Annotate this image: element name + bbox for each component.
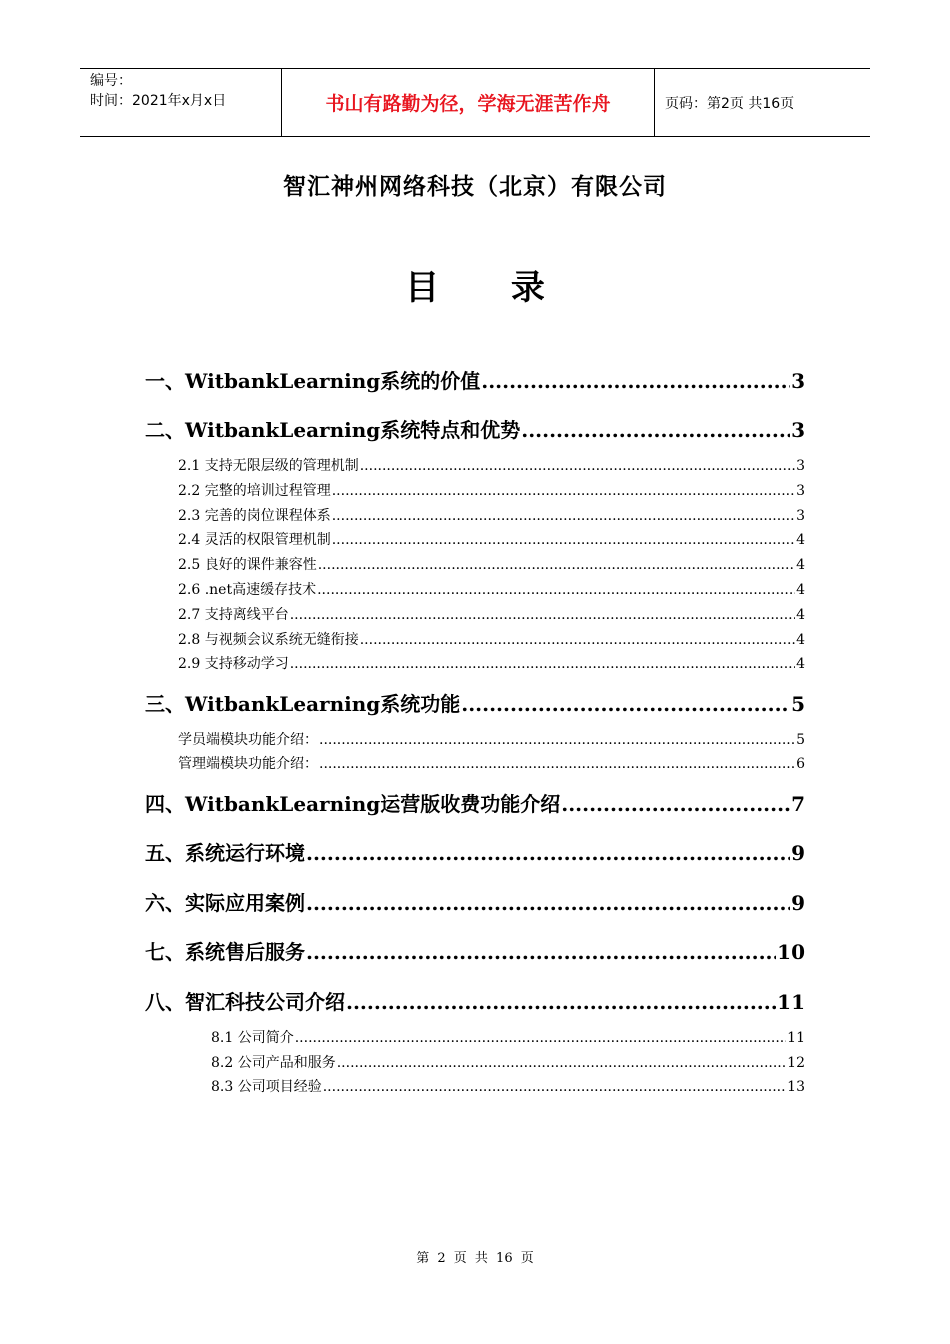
toc-entry[interactable]: 五、系统运行环境 ..... 9: [145, 837, 805, 865]
toc-entry[interactable]: 2.3 完善的岗位课程体系 ..... 3: [178, 505, 805, 525]
header-number: 编号：: [90, 73, 132, 89]
header-motto: 书山有路勤为径，学海无涯苦作舟: [282, 69, 655, 136]
toc-entry[interactable]: 8.1 公司简介 ..... 11: [211, 1027, 805, 1047]
toc-entry[interactable]: 2.6 .net高速缓存技术 ..... 4: [178, 579, 805, 599]
toc-title: 目 录: [405, 268, 575, 308]
toc-entry[interactable]: 学员端模块功能介绍： ..... 5: [178, 729, 805, 749]
header-page-info: 页码：第2页 共16页: [665, 95, 795, 112]
toc-entry[interactable]: 2.7 支持离线平台 ..... 4: [178, 604, 805, 624]
toc-entry[interactable]: 2.1 支持无限层级的管理机制 ..... 3: [178, 455, 805, 475]
toc-entry[interactable]: 七、系统售后服务 ..... 10: [145, 936, 805, 964]
toc-entry[interactable]: 2.9 支持移动学习 ..... 4: [178, 653, 805, 673]
toc-entry[interactable]: 三、WitbankLearning系统功能 ..... 5: [145, 688, 805, 716]
toc-entry[interactable]: 管理端模块功能介绍： ..... 6: [178, 753, 805, 773]
toc-entry[interactable]: 2.4 灵活的权限管理机制 ..... 4: [178, 529, 805, 549]
toc-entry[interactable]: 8.3 公司项目经验 ..... 13: [211, 1076, 805, 1096]
toc-entry[interactable]: 一、WitbankLearning系统的价值 ..... 3: [145, 365, 805, 393]
toc-entry[interactable]: 四、WitbankLearning运营版收费功能介绍 ..... 7: [145, 788, 805, 816]
toc-entry[interactable]: 六、实际应用案例 ..... 9: [145, 887, 805, 915]
toc-entry[interactable]: 2.2 完整的培训过程管理 ..... 3: [178, 480, 805, 500]
page-footer: 第 2 页 共 16 页: [416, 1251, 534, 1266]
toc-entry[interactable]: 8.2 公司产品和服务 ..... 12: [211, 1052, 805, 1072]
company-name: 智汇神州网络科技（北京）有限公司: [283, 174, 667, 200]
toc-entry[interactable]: 二、WitbankLearning系统特点和优势 ..... 3: [145, 414, 805, 442]
toc-entry[interactable]: 八、智汇科技公司介绍 ..... 11: [145, 986, 805, 1014]
header-date: 时间：2021年x月x日: [90, 93, 227, 109]
toc-entry[interactable]: 2.5 良好的课件兼容性 ..... 4: [178, 554, 805, 574]
toc-entry[interactable]: 2.8 与视频会议系统无缝衔接 ..... 4: [178, 629, 805, 649]
